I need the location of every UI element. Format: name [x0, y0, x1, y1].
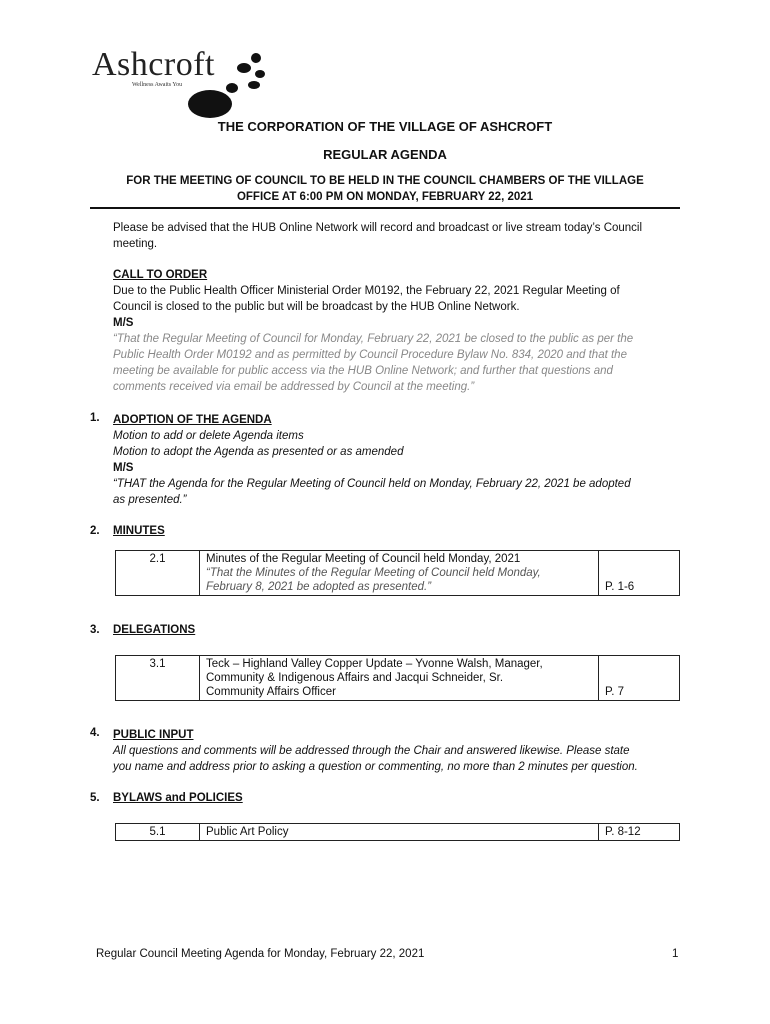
section-5-title: BYLAWS and POLICIES: [113, 792, 243, 804]
item-description: Public Art Policy: [200, 824, 599, 841]
table-row: [116, 656, 680, 701]
item-page: P. 1-6: [599, 551, 680, 596]
call-to-order-line-2: Council is closed to the public but will be broadcast by the HUB Online Network.: [113, 301, 520, 313]
agenda-type: REGULAR AGENDA: [323, 147, 447, 162]
section-4-title: PUBLIC INPUT: [113, 729, 194, 741]
section-4-line-1: All questions and comments will be addressed through the Chair and answered likewise. Please state: [113, 745, 630, 757]
call-to-order: [113, 267, 681, 395]
section-1-title: ADOPTION OF THE AGENDA: [113, 414, 272, 426]
section-1-number: 1.: [90, 412, 100, 424]
section-3-number: 3.: [90, 624, 100, 636]
logo-wordmark: Ashcroft: [92, 46, 215, 83]
section-1-motion-1: “THAT the Agenda for the Regular Meeting of Council held on Monday, February 22, 2021 be adopted: [113, 478, 631, 490]
item-description: [200, 656, 599, 701]
item-line-2: “That the Minutes of the Regular Meeting of Council held Monday,: [206, 567, 541, 579]
page-number: 1: [672, 948, 679, 960]
item-line-3: February 8, 2021 be adopted as presented.”: [206, 581, 432, 593]
call-to-order-motion-3: meeting be available for public access via the HUB Online Network; and further that questions and: [113, 365, 613, 377]
call-to-order-motion-1: “That the Regular Meeting of Council for Monday, February 22, 2021 be closed to the public as per the: [113, 333, 634, 345]
logo-stones-icon: [180, 48, 270, 120]
meeting-line-1: FOR THE MEETING OF COUNCIL TO BE HELD IN THE COUNCIL CHAMBERS OF THE VILLAGE: [126, 175, 644, 187]
item-line-3: Community Affairs Officer: [206, 686, 336, 698]
table-row: [116, 824, 680, 841]
item-description: [200, 551, 599, 596]
section-4-line-2: you name and address prior to asking a question or commenting, no more than 2 minutes per question.: [113, 761, 638, 773]
section-5-number: 5.: [90, 792, 100, 804]
item-line-1: Minutes of the Regular Meeting of Council held Monday, 2021: [206, 553, 521, 565]
section-1-line-2: Motion to adopt the Agenda as presented or as amended: [113, 446, 404, 458]
delegations-table: [115, 655, 680, 701]
item-page: P. 8-12: [599, 824, 680, 841]
call-to-order-ms: M/S: [113, 317, 134, 329]
logo-tagline: Wellness Awaits You: [132, 82, 183, 88]
meeting-heading: [90, 173, 680, 205]
section-1-line-1: Motion to add or delete Agenda items: [113, 430, 304, 442]
item-line-1: Teck – Highland Valley Copper Update – Yvonne Walsh, Manager,: [206, 658, 543, 670]
bylaws-table: [115, 823, 680, 841]
item-line-2: Community & Indigenous Affairs and Jacqui Schneider, Sr.: [206, 672, 504, 684]
meeting-line-2: OFFICE AT 6:00 PM ON MONDAY, FEBRUARY 22, 2021: [236, 191, 534, 203]
header-divider: [90, 207, 680, 209]
broadcast-notice: [113, 220, 681, 252]
item-page: P. 7: [599, 656, 680, 701]
item-number: 2.1: [116, 551, 200, 596]
call-to-order-title: CALL TO ORDER: [113, 269, 208, 281]
minutes-table: [115, 550, 680, 596]
call-to-order-motion-4: comments received via email be addressed by Council at the meeting.”: [113, 381, 475, 393]
call-to-order-motion-2: Public Health Order M0192 and as permitted by Council Procedure Bylaw No. 834, 2020 and that the: [113, 349, 627, 361]
section-1-ms: M/S: [113, 462, 134, 474]
notice-line-2: meeting.: [113, 238, 158, 250]
table-row: [116, 551, 680, 596]
section-3-title: DELEGATIONS: [113, 624, 196, 636]
org-title: THE CORPORATION OF THE VILLAGE OF ASHCROFT: [217, 119, 553, 134]
notice-line-1: Please be advised that the HUB Online Network will record and broadcast or live stream today’s Council: [113, 222, 643, 234]
section-1: [113, 412, 681, 508]
section-1-motion-2: as presented.”: [113, 494, 187, 506]
item-number: 5.1: [116, 824, 200, 841]
item-number: 3.1: [116, 656, 200, 701]
section-2-title: MINUTES: [113, 525, 165, 537]
section-4: [113, 727, 681, 775]
footer-text: Regular Council Meeting Agenda for Monday, February 22, 2021: [96, 948, 425, 960]
call-to-order-line-1: Due to the Public Health Officer Ministerial Order M0192, the February 22, 2021 Regular Meeting of: [113, 285, 620, 297]
section-2-number: 2.: [90, 525, 100, 537]
section-4-number: 4.: [90, 727, 100, 739]
